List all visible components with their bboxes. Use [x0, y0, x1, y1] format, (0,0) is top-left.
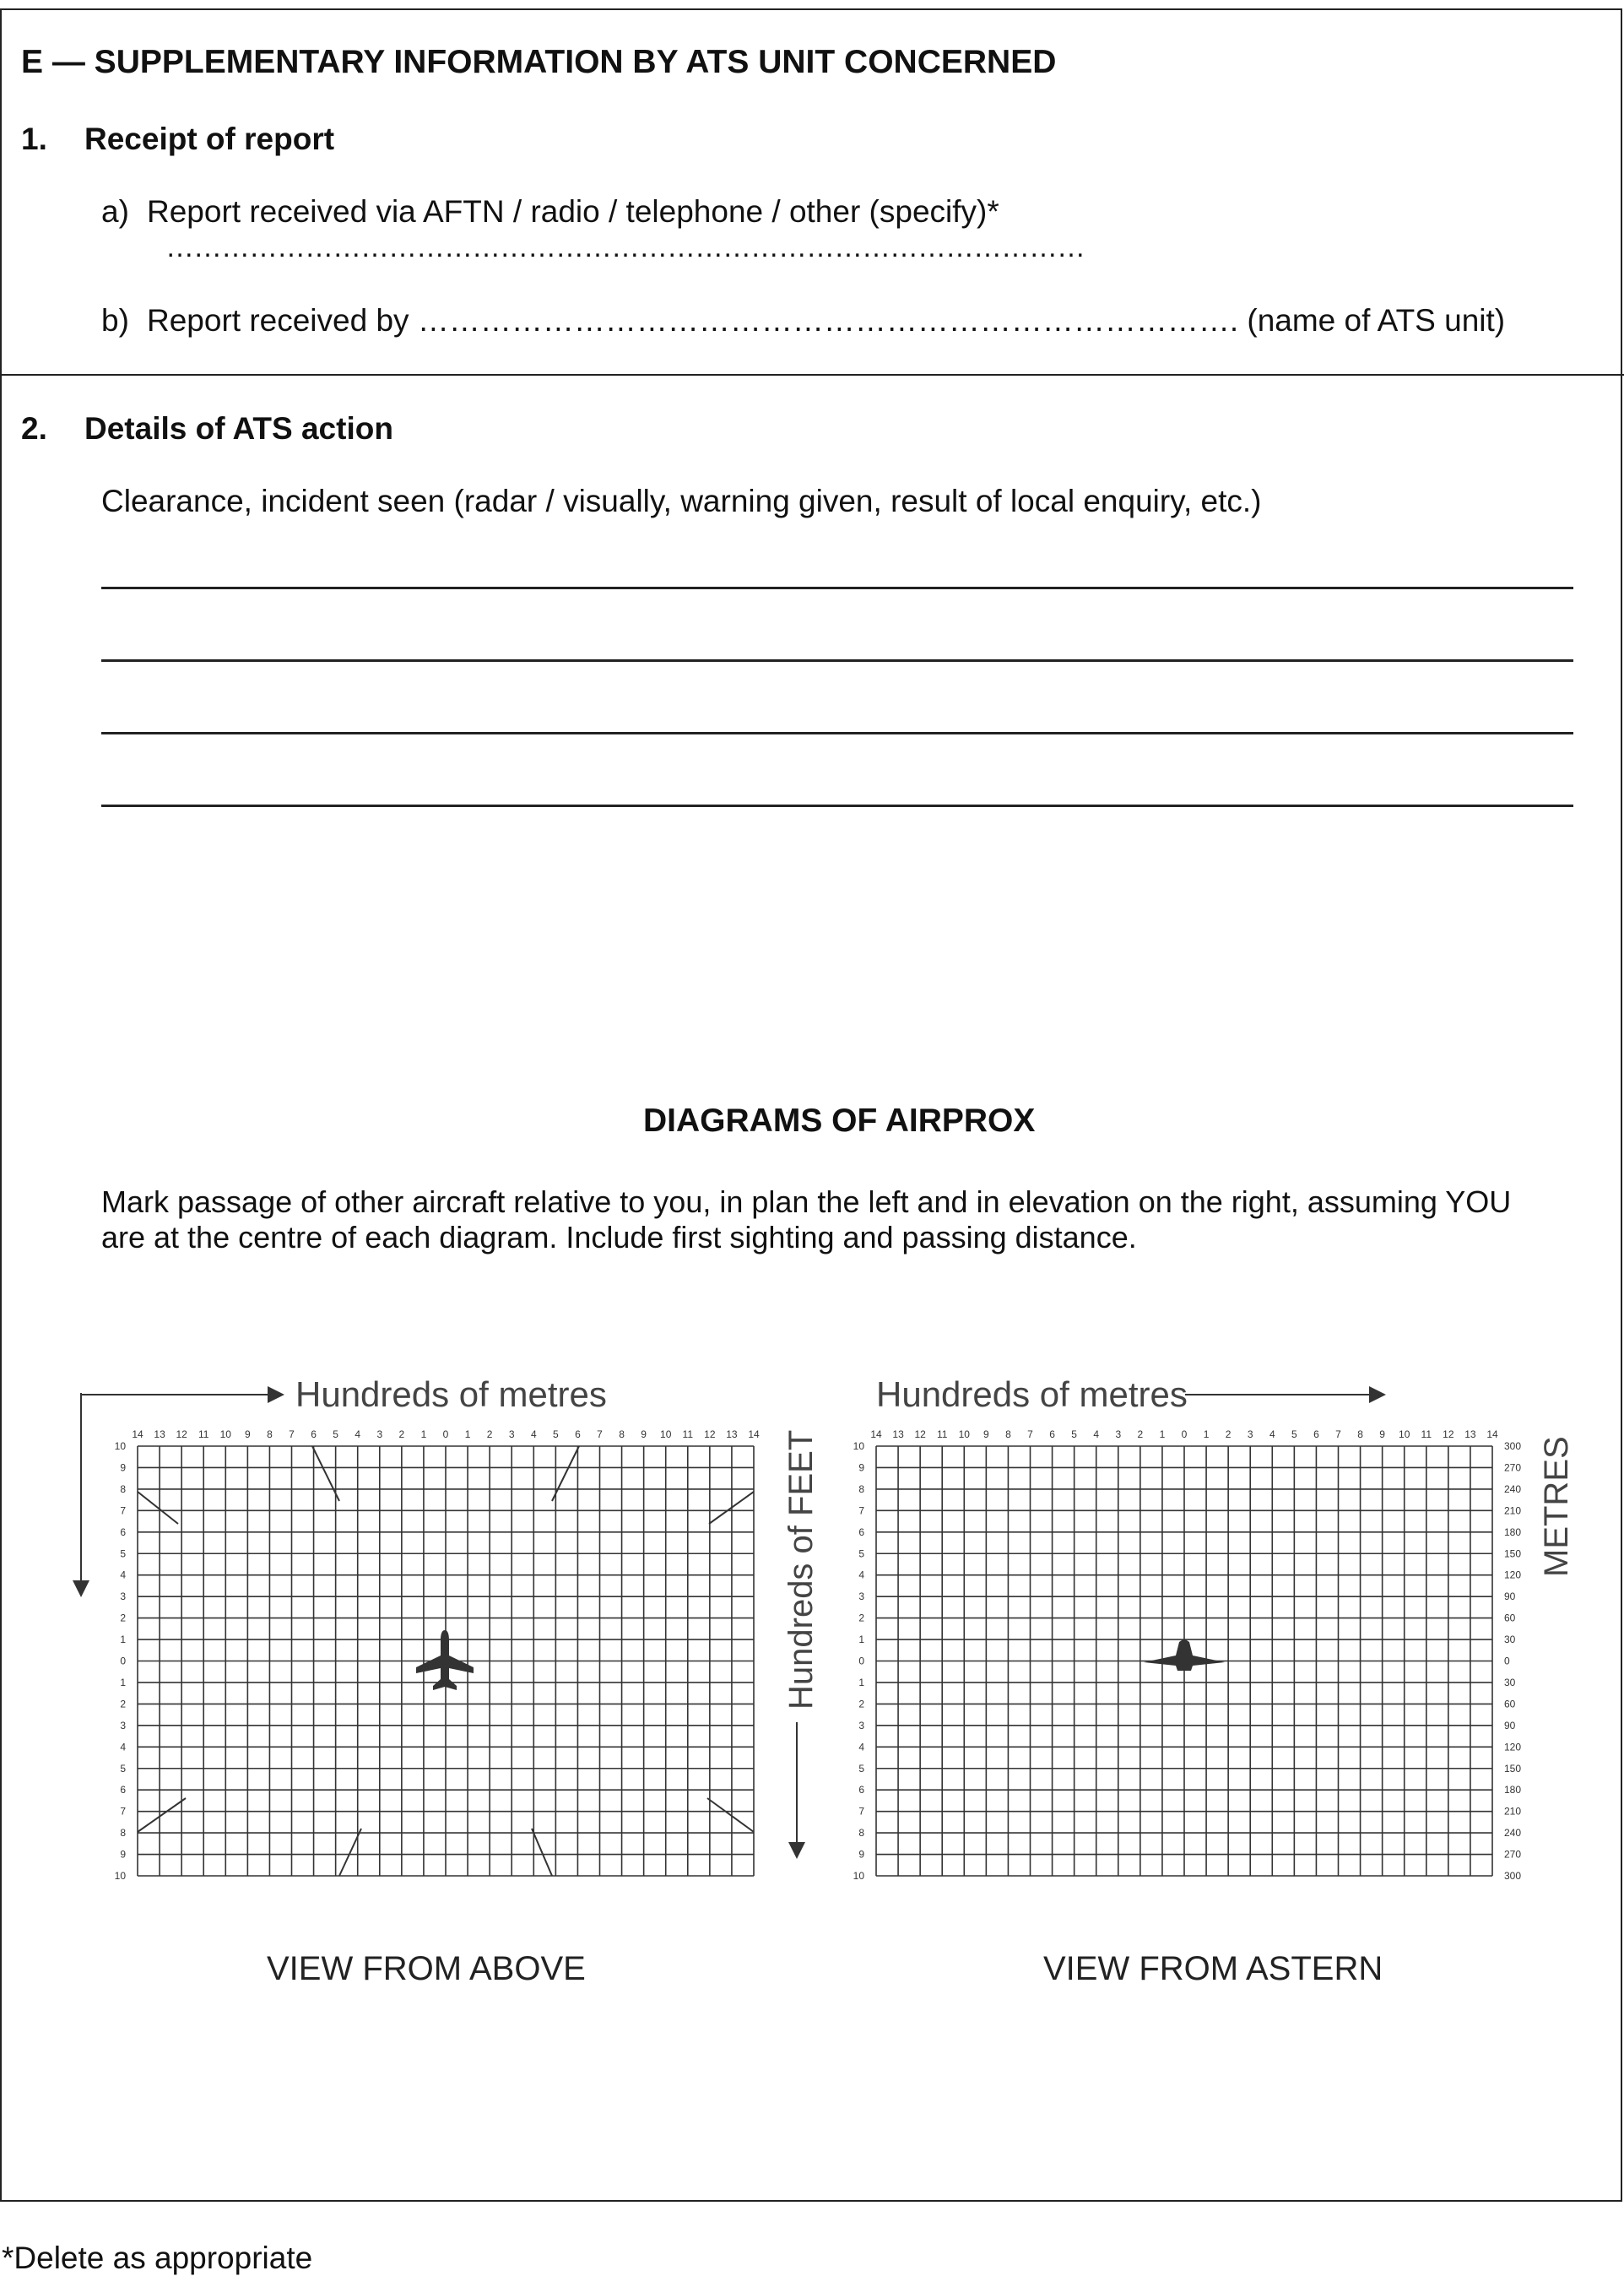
y-tick-label: 9: [858, 1461, 864, 1474]
y-tick-label: 8: [858, 1827, 864, 1840]
y-tick-label: 8: [858, 1482, 864, 1495]
x-tick-label: 2: [1137, 1428, 1144, 1440]
y-tick-label: 2: [858, 1612, 864, 1624]
y-tick-label: 1: [858, 1634, 864, 1646]
footnote: *Delete as appropriate: [2, 2241, 313, 2275]
ats-action-instruction: Clearance, incident seen (radar / visually, warning given, result of local enquiry, etc.): [101, 484, 1262, 518]
x-tick-label: 8: [1357, 1428, 1363, 1440]
x-tick-label: 12: [1443, 1428, 1454, 1440]
y-tick-label: 2: [120, 1612, 126, 1624]
metre-tick-label: 300: [1504, 1870, 1522, 1882]
y-tick-label: 2: [858, 1698, 864, 1710]
x-tick-label: 11: [682, 1428, 694, 1440]
y-tick-label: 8: [120, 1827, 126, 1840]
metre-tick-label: 60: [1504, 1612, 1516, 1624]
y-tick-label: 9: [120, 1848, 126, 1861]
metre-tick-label: 60: [1504, 1698, 1516, 1710]
x-tick-label: 7: [1335, 1428, 1341, 1440]
airplane-rear-view-icon: [1144, 1639, 1225, 1671]
receipt-a-dotted-field[interactable]: ………………………………………………………………………………………: [165, 231, 1085, 263]
metre-tick-label: 240: [1504, 1827, 1522, 1840]
metre-tick-label: 0: [1504, 1655, 1510, 1667]
left-caption: VIEW FROM ABOVE: [267, 1950, 586, 1987]
diagrams-instruction-line1: Mark passage of other aircraft relative to you, in plan the left and in elevation on the right, assuming YOU: [101, 1184, 1512, 1219]
y-tick-label: 5: [120, 1547, 126, 1560]
y-tick-label: 7: [858, 1504, 864, 1517]
y-tick-label: 10: [114, 1440, 126, 1452]
x-tick-label: 7: [1027, 1428, 1033, 1440]
y-tick-label: 10: [853, 1440, 864, 1452]
y-tick-label: 3: [120, 1590, 126, 1603]
right-side-axis-label: METRES: [1538, 1436, 1575, 1577]
left-side-axis-label: Hundreds of FEET: [782, 1429, 820, 1710]
x-tick-label: 7: [597, 1428, 603, 1440]
y-tick-label: 6: [120, 1525, 126, 1538]
x-tick-label: 9: [245, 1428, 251, 1440]
metre-tick-label: 180: [1504, 1525, 1522, 1538]
x-tick-label: 2: [486, 1428, 493, 1440]
x-tick-label: 14: [870, 1428, 882, 1440]
x-tick-label: 12: [176, 1428, 187, 1440]
y-tick-label: 4: [120, 1741, 126, 1753]
x-tick-label: 10: [660, 1428, 672, 1440]
sector-line: [707, 1798, 754, 1832]
receipt-heading: Receipt of report: [84, 122, 335, 156]
x-tick-label: 8: [619, 1428, 625, 1440]
receipt-number: 1.: [21, 122, 47, 156]
x-tick-label: 14: [1486, 1428, 1498, 1440]
x-tick-label: 5: [1071, 1428, 1077, 1440]
y-tick-label: 1: [120, 1676, 126, 1688]
x-tick-label: 5: [1291, 1428, 1297, 1440]
y-tick-label: 1: [858, 1676, 864, 1688]
right-caption: VIEW FROM ASTERN: [1043, 1950, 1383, 1987]
x-tick-label: 6: [575, 1428, 581, 1440]
x-tick-label: 2: [1225, 1428, 1232, 1440]
x-tick-label: 13: [892, 1428, 904, 1440]
x-tick-label: 11: [1421, 1428, 1432, 1440]
x-tick-label: 5: [333, 1428, 338, 1440]
sector-line: [532, 1829, 552, 1876]
x-tick-label: 11: [936, 1428, 948, 1440]
section-title: E — SUPPLEMENTARY INFORMATION BY ATS UNIT CONCERNED: [21, 44, 1057, 80]
y-tick-label: 4: [858, 1741, 864, 1753]
left-top-axis-label: Hundreds of metres: [295, 1374, 607, 1414]
y-tick-label: 9: [120, 1461, 126, 1474]
metre-tick-label: 180: [1504, 1784, 1522, 1796]
y-tick-label: 10: [114, 1870, 126, 1882]
y-tick-label: 5: [120, 1762, 126, 1775]
y-tick-label: 0: [858, 1655, 864, 1667]
y-tick-label: 7: [858, 1805, 864, 1818]
y-tick-label: 0: [120, 1655, 126, 1667]
ats-action-number: 2.: [21, 411, 47, 446]
x-tick-label: 8: [1005, 1428, 1011, 1440]
metre-tick-label: 150: [1504, 1547, 1522, 1560]
x-tick-label: 8: [267, 1428, 273, 1440]
x-tick-label: 3: [1115, 1428, 1122, 1440]
x-tick-label: 14: [132, 1428, 143, 1440]
x-tick-label: 6: [1313, 1428, 1319, 1440]
right-top-axis-label: Hundreds of metres: [876, 1374, 1188, 1414]
diagrams-title: DIAGRAMS OF AIRPROX: [643, 1103, 1036, 1139]
x-tick-label: 4: [355, 1428, 361, 1440]
x-tick-label: 3: [376, 1428, 383, 1440]
sector-line: [138, 1492, 178, 1524]
receipt-b-text[interactable]: Report received by ……………………………………………………………………. (name of ATS unit): [147, 303, 1506, 338]
y-tick-label: 7: [120, 1805, 126, 1818]
x-tick-label: 1: [1159, 1428, 1166, 1440]
y-tick-label: 3: [858, 1590, 864, 1603]
x-tick-label: 13: [1464, 1428, 1476, 1440]
x-tick-label: 13: [154, 1428, 165, 1440]
metre-tick-label: 90: [1504, 1719, 1516, 1731]
x-tick-label: 2: [398, 1428, 405, 1440]
metre-tick-label: 120: [1504, 1741, 1522, 1753]
x-tick-label: 14: [748, 1428, 760, 1440]
x-tick-label: 1: [420, 1428, 427, 1440]
metre-tick-label: 90: [1504, 1590, 1516, 1603]
y-tick-label: 3: [858, 1719, 864, 1731]
x-tick-label: 3: [508, 1428, 515, 1440]
sector-line: [138, 1798, 186, 1832]
x-tick-label: 12: [914, 1428, 926, 1440]
y-tick-label: 3: [120, 1719, 126, 1731]
metre-tick-label: 30: [1504, 1676, 1516, 1688]
metre-tick-label: 240: [1504, 1482, 1522, 1495]
x-tick-label: 4: [1093, 1428, 1100, 1440]
x-tick-label: 6: [311, 1428, 317, 1440]
plan-view-grid[interactable]: [115, 1428, 760, 1882]
ats-action-heading: Details of ATS action: [84, 411, 393, 446]
metre-tick-label: 210: [1504, 1504, 1522, 1517]
receipt-a-text: Report received via AFTN / radio / telephone / other (specify)*: [147, 194, 999, 229]
y-tick-label: 2: [120, 1698, 126, 1710]
metre-tick-label: 270: [1504, 1848, 1522, 1861]
y-tick-label: 1: [120, 1634, 126, 1646]
x-tick-label: 0: [442, 1428, 449, 1440]
x-tick-label: 9: [1379, 1428, 1385, 1440]
x-tick-label: 7: [289, 1428, 295, 1440]
metre-tick-label: 210: [1504, 1805, 1522, 1818]
x-tick-label: 3: [1247, 1428, 1253, 1440]
y-tick-label: 6: [120, 1784, 126, 1796]
metre-tick-label: 150: [1504, 1762, 1522, 1775]
x-tick-label: 13: [726, 1428, 738, 1440]
y-tick-label: 4: [858, 1569, 864, 1581]
x-tick-label: 9: [983, 1428, 989, 1440]
y-tick-label: 5: [858, 1547, 864, 1560]
x-tick-label: 4: [1269, 1428, 1275, 1440]
metre-tick-label: 270: [1504, 1461, 1522, 1474]
y-tick-label: 6: [858, 1525, 864, 1538]
y-tick-label: 5: [858, 1762, 864, 1775]
x-tick-label: 1: [464, 1428, 471, 1440]
receipt-a-label: a): [101, 194, 129, 229]
x-tick-label: 10: [1399, 1428, 1410, 1440]
x-tick-label: 6: [1049, 1428, 1055, 1440]
y-tick-label: 10: [853, 1870, 864, 1882]
y-tick-label: 9: [858, 1848, 864, 1861]
x-tick-label: 9: [641, 1428, 647, 1440]
x-tick-label: 1: [1203, 1428, 1210, 1440]
metre-tick-label: 30: [1504, 1634, 1516, 1646]
y-tick-label: 6: [858, 1784, 864, 1796]
diagrams-instruction-line2: are at the centre of each diagram. Include first sighting and passing distance.: [101, 1220, 1137, 1255]
x-tick-label: 10: [219, 1428, 231, 1440]
metre-tick-label: 300: [1504, 1440, 1522, 1452]
y-tick-label: 7: [120, 1504, 126, 1517]
x-tick-label: 11: [198, 1428, 209, 1440]
y-tick-label: 4: [120, 1569, 126, 1581]
x-tick-label: 12: [704, 1428, 716, 1440]
x-tick-label: 4: [530, 1428, 537, 1440]
x-tick-label: 10: [958, 1428, 970, 1440]
metre-tick-label: 120: [1504, 1569, 1522, 1581]
y-tick-label: 8: [120, 1482, 126, 1495]
receipt-b-label: b): [101, 303, 129, 338]
x-tick-label: 0: [1181, 1428, 1188, 1440]
x-tick-label: 5: [553, 1428, 559, 1440]
